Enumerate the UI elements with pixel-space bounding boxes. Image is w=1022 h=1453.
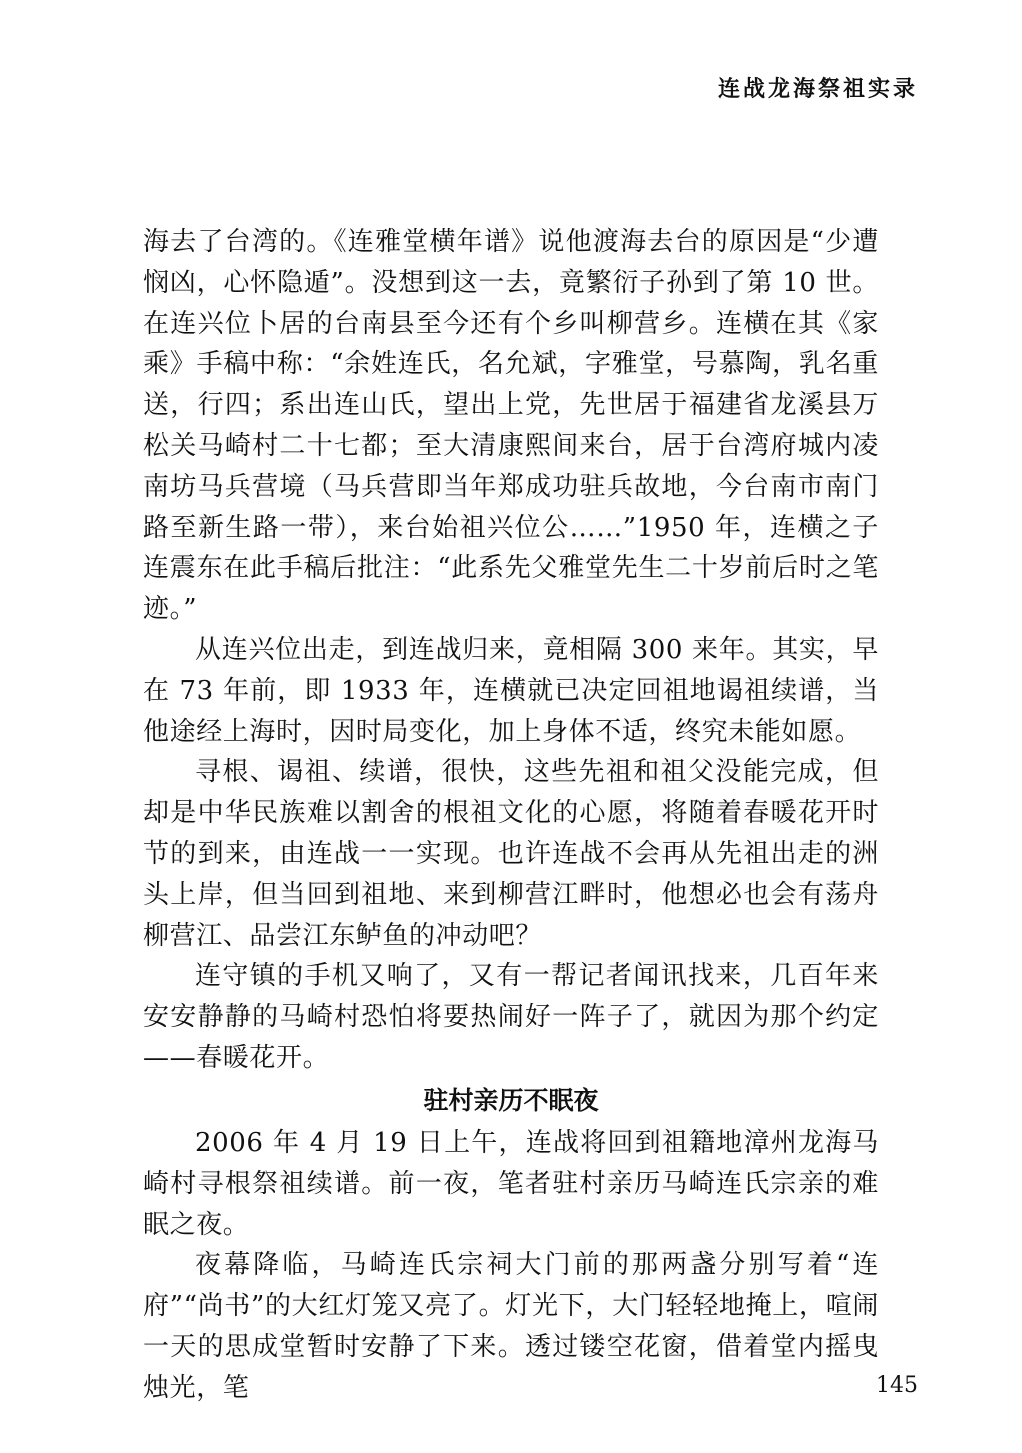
paragraph: 2006 年 4 月 19 日上午，连战将回到祖籍地漳州龙海马崎村寻根祭祖续谱。前一夜，笔者驻村亲历马崎连氏宗亲的难眠之夜。 <box>143 1128 879 1240</box>
paragraph: 连守镇的手机又响了，又有一帮记者闻讯找来，几百年来安安静静的马崎村恐怕将要热闹好一阵子了，就因为那个约定——春暖花开。 <box>143 961 879 1073</box>
running-header-title: 连战龙海祭祖实录 <box>717 77 918 102</box>
paragraph-continuation: 海去了台湾的。《连雅堂横年谱》说他渡海去台的原因是“少遭悯凶，心怀隐遁”。没想到这一去，竟繁衍子孙到了第 10 世。在连兴位卜居的台南县至今还有个乡叫柳营乡。连横在其《家乘》手稿中称：“余姓连氏，名允斌，字雅堂，号慕陶，乳名重送，行四；系出连山氏，望出上党，先世居于福建省龙溪县万松关马崎村二十七都；至大清康熙间来台，居于台湾府城内凌南坊马兵营境（马兵营即当年郑成功驻兵故地，今台南市南门路至新生路一带），来台始祖兴位公……”1950 年，连横之子连震东在此手稿后批注：“此系先父雅堂先生二十岁前后时之笔迹。” <box>143 227 879 625</box>
section-text-block <box>143 1123 879 1409</box>
paragraph: 寻根、谒祖、续谱，很快，这些先祖和祖父没能完成，但却是中华民族难以割舍的根祖文化的心愿，将随着春暖花开时节的到来，由连战一一实现。也许连战不会再从先祖出走的洲头上岸，但当回到祖地、来到柳营江畔时，他想必也会有荡舟柳营江、品尝江东鲈鱼的冲动吧？ <box>143 757 879 951</box>
page-number: 145 <box>876 1373 918 1398</box>
body-text-block <box>143 222 879 1079</box>
paragraph: 从连兴位出走，到连战归来，竟相隔 300 来年。其实，早在 73 年前，即 1933 年，连横就已决定回祖地谒祖续谱，当他途经上海时，因时局变化，加上身体不适，终究未能如愿。 <box>143 634 879 747</box>
section-heading: 驻村亲历不眠夜 <box>423 1086 599 1115</box>
paragraph: 夜幕降临，马崎连氏宗祠大门前的那两盏分别写着“连府”“尚书”的大红灯笼又亮了。灯光下，大门轻轻地掩上，喧闹一天的思成堂暂时安静了下来。透过镂空花窗，借着堂内摇曳烛光，笔 <box>143 1250 879 1403</box>
